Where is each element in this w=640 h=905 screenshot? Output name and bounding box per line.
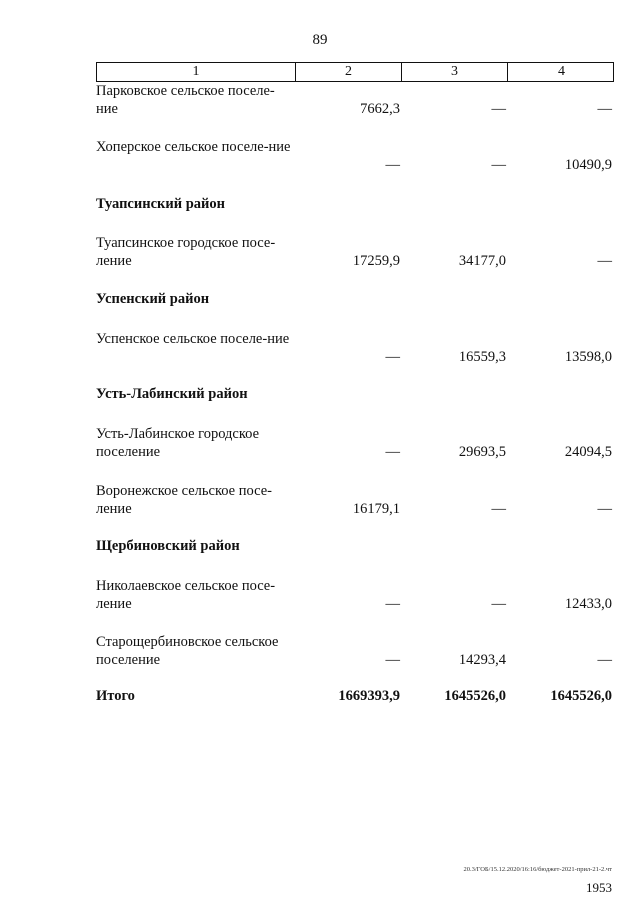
total-label: Итого (96, 688, 135, 704)
settlement-name: Парковское сельское поселе-ние (96, 83, 275, 117)
value-col-4: — (597, 652, 612, 668)
footer-sheet-number: 1953 (586, 880, 612, 895)
value-col-2: 17259,9 (352, 253, 400, 269)
value-col-3: — (491, 596, 506, 612)
value-col-4: — (597, 101, 612, 117)
value-col-3: — (491, 101, 506, 117)
total-col-4: 1645526,0 (550, 688, 612, 704)
value-col-2: — (385, 596, 400, 612)
value-col-3: 29693,5 (458, 444, 506, 460)
value-col-3: — (491, 157, 506, 173)
header-col-1: 1 (192, 64, 200, 79)
total-col-3: 1645526,0 (444, 688, 506, 704)
value-col-4: 10490,9 (564, 157, 612, 173)
header-col-4: 4 (507, 63, 615, 81)
district-heading: Туапсинский район (96, 196, 225, 212)
page-number: 89 (312, 32, 328, 48)
value-col-2: 16179,1 (352, 501, 400, 517)
value-col-3: 14293,4 (458, 652, 506, 668)
value-col-3: — (491, 501, 506, 517)
value-col-4: 13598,0 (564, 349, 612, 365)
value-col-2: — (385, 157, 400, 173)
settlement-name: Успенское сельское поселе-ние (96, 331, 290, 347)
settlement-name: Туапсинское городское посе-ление (96, 235, 276, 269)
header-col-2: 2 (295, 63, 401, 81)
total-col-2: 1669393,9 (338, 688, 400, 704)
total-row (96, 688, 614, 705)
value-col-3: 16559,3 (458, 349, 506, 365)
district-heading: Усть-Лабинский район (96, 386, 248, 402)
district-heading: Щербиновский район (96, 538, 240, 554)
settlement-name: Хоперское сельское поселе-ние (96, 139, 291, 155)
settlement-name: Старощербиновское сельское поселение (96, 634, 279, 668)
header-col-3: 3 (401, 63, 507, 81)
value-col-2: — (385, 652, 400, 668)
settlement-name: Николаевское сельское посе-ление (96, 578, 276, 612)
settlement-name: Усть-Лабинское городское поселение (96, 426, 260, 460)
district-heading: Успенский район (96, 291, 210, 307)
value-col-4: 12433,0 (564, 596, 612, 612)
value-col-2: — (385, 349, 400, 365)
value-col-4: 24094,5 (564, 444, 612, 460)
settlement-name: Воронежское сельское посе-ление (96, 483, 272, 517)
value-col-2: — (385, 444, 400, 460)
value-col-4: — (597, 501, 612, 517)
value-col-2: 7662,3 (360, 101, 400, 117)
table-header (96, 62, 614, 82)
footer-reference: 20.3/ГОБ/15.12.2020/16:16/бюджет-2021-прил-21-2.чт (463, 866, 612, 873)
value-col-4: — (597, 253, 612, 269)
value-col-3: 34177,0 (458, 253, 506, 269)
